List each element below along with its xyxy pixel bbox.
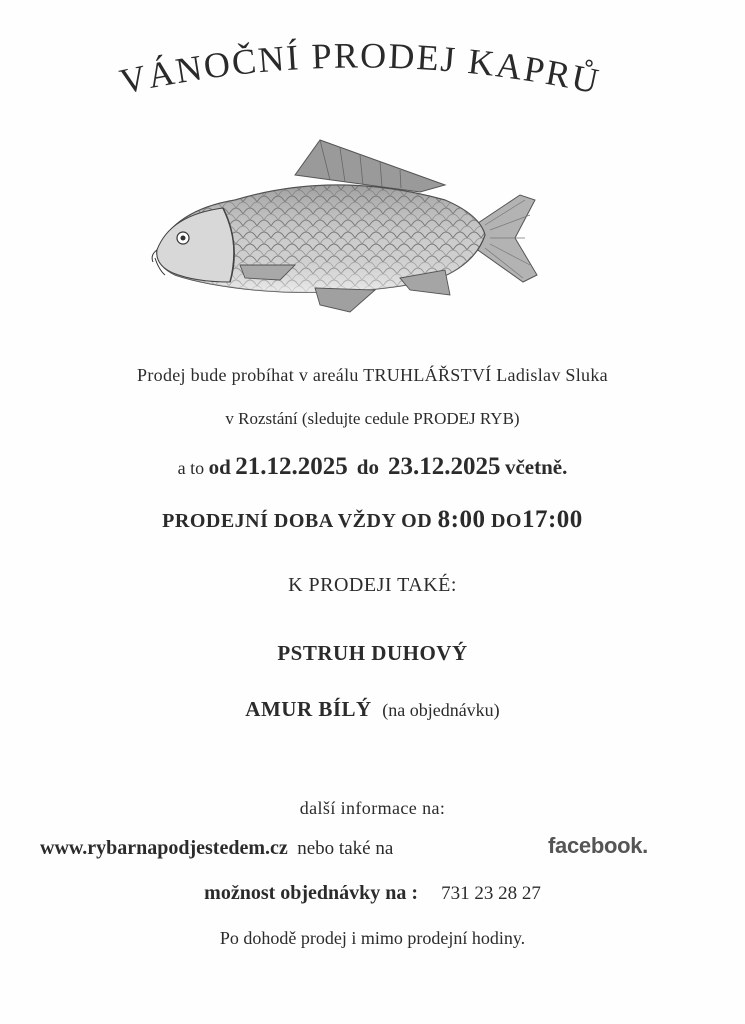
dates-from: 21.12.2025 bbox=[235, 453, 348, 480]
item-amur-note: (na objednávku) bbox=[382, 700, 500, 720]
order-line bbox=[0, 882, 745, 905]
hours-to-word: DO bbox=[490, 510, 522, 532]
order-label: možnost objednávky na : bbox=[204, 882, 419, 904]
poster-title bbox=[40, 20, 680, 130]
dates-from-word: od bbox=[208, 455, 231, 479]
dates-prefix: a to bbox=[177, 458, 205, 478]
hours-open: 8:00 bbox=[437, 506, 486, 533]
hours-close: 17:00 bbox=[521, 506, 583, 533]
item-amur-name: AMUR BÍLÝ bbox=[245, 697, 372, 721]
dates-to-word: do bbox=[356, 455, 379, 479]
item-trout: PSTRUH DUHOVÝ bbox=[277, 641, 468, 665]
location-line-1: Prodej bude probíhat v areálu TRUHLÁŘSTVÍ Ladislav Sluka bbox=[137, 365, 608, 385]
dates-to: 23.12.2025 bbox=[387, 453, 501, 480]
location-line-2: v Rozstání (sledujte cedule PRODEJ RYB) bbox=[225, 409, 520, 428]
item-amur bbox=[0, 697, 745, 722]
hours-label: PRODEJNÍ DOBA VŽDY OD bbox=[162, 510, 433, 532]
also-for-sale-heading: K PRODEJI TAKÉ: bbox=[288, 574, 457, 596]
dates-suffix: včetně. bbox=[504, 455, 568, 479]
opening-hours bbox=[0, 506, 745, 534]
facebook-logo[interactable]: facebook. bbox=[548, 833, 648, 858]
info-label: další informace na: bbox=[299, 798, 446, 818]
sale-dates bbox=[0, 453, 745, 481]
website-link[interactable]: www.rybarnapodjestedem.cz bbox=[40, 837, 288, 859]
or-text: nebo také na bbox=[297, 838, 394, 859]
phone-number[interactable]: 731 23 28 27 bbox=[441, 883, 541, 904]
carp-illustration bbox=[145, 130, 555, 330]
svg-text:VÁNOČNÍ PRODEJ KAPRŮ bbox=[116, 35, 604, 101]
footer-note: Po dohodě prodej i mimo prodejní hodiny. bbox=[219, 928, 526, 948]
contact-web-line bbox=[40, 833, 660, 860]
title-text: VÁNOČNÍ PRODEJ KAPRŮ bbox=[116, 35, 604, 102]
